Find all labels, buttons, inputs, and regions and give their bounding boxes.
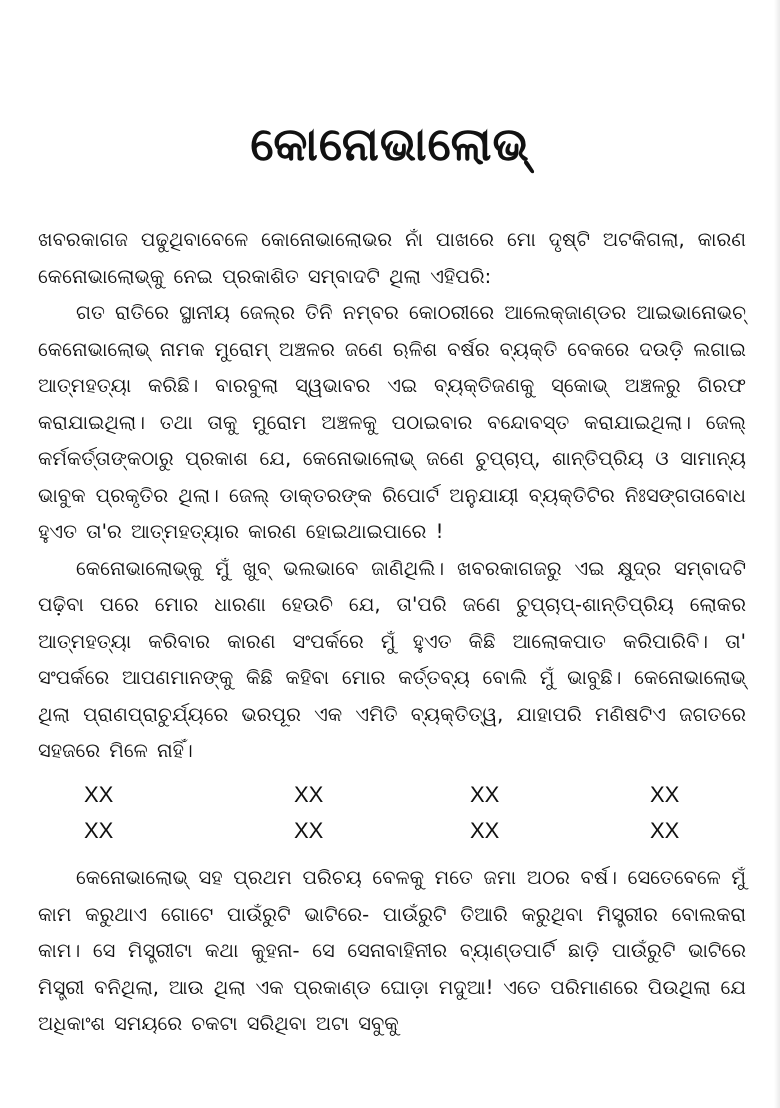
separator-mark: XX [650, 782, 680, 807]
paragraph-narrator: କେନୋଭାଲୋଭ୍‌କୁ ମୁଁ ଖୁବ୍ ଭଲଭାବେ ଜାଣିଥିଲି। ଖବରକାଗଜରୁ ଏଇ କ୍ଷୁଦ୍ର ସମ୍ବାଦଟି ପଢ଼ିବା ପରେ ମୋର ଧାରଣା ହେଉଚି ଯେ, ତା'ପରି ଜଣେ ଚୁପ୍‌ଚାପ୍-ଶାନ୍ତିପ୍ରିୟ ଲୋକର ଆତ୍ମହତ୍ୟା କରିବାର କାରଣ ସଂପର୍କରେ ମୁଁ ହୁଏତ କିଛି ଆଲୋକପାତ କରିପାରିବି। ତା' ସଂପର୍କରେ ଆପଣମାନଙ୍କୁ କିଛି କହିବା ମୋର କର୍ତ୍ତବ୍ୟ ବୋଲି ମୁଁ ଭାବୁଛି। କେନୋଭାଲୋଭ୍ ଥିଲା ପ୍ରାଣପ୍ରାଚୁର୍ଯ୍ୟରେ ଭରପୂର ଏକ ଏମିତି ବ୍ୟକ୍ତିତ୍ୱ, ଯାହାପରି ମଣିଷଟିଏ ଜଗତରେ ସହଜରେ ମିଳେ ନାହିଁ। [38, 556, 746, 762]
body-text-continued [38, 860, 746, 1043]
page-edge-shadow [774, 0, 780, 1108]
paragraph-intro: ଖବରକାଗଜ ପଢୁଥିବାବେଳେ କୋନୋଭାଲୋଭର ନାଁ ପାଖରେ ମୋ ଦୃଷ୍ଟି ଅଟକିଗଲା, କାରଣ କେନୋଭାଲୋଭ୍‌କୁ ନେଇ ପ୍ରକାଶିତ ସମ୍ବାଦଟି ଥିଲା ଏହିପରି: [38, 228, 746, 288]
page-title: କୋନୋଭାଲୋଭ୍ [250, 117, 530, 171]
separator-mark: XX [294, 782, 324, 807]
body-text [38, 222, 746, 770]
separator-row [0, 782, 780, 818]
separator-mark: XX [470, 818, 500, 843]
separator-mark: XX [84, 782, 114, 807]
section-separator [0, 782, 780, 854]
separator-mark: XX [650, 818, 680, 843]
paragraph-first-meeting: କେନୋଭାଲୋଭ୍ ସହ ପ୍ରଥମ ପରିଚୟ ବେଳକୁ ମତେ ଜମା ଅଠର ବର୍ଷ। ସେତେବେଳେ ମୁଁ କାମ କରୁଥାଏ ଗୋଟେ ପାଉଁରୁଟି ଭାଟିରେ- ପାଉଁରୁଟି ତିଆରି କରୁଥିବା ମିସ୍ତ୍ରୀର ବୋଲକରା କାମ। ସେ ମିସ୍ତ୍ରୀଟା କଥା କୁହନା- ସେ ସେନାବାହିନୀର ବ୍ୟାଣ୍ଡପାର୍ଟି ଛାଡ଼ି ପାଉଁରୁଟି ଭାଟିରେ ମିସ୍ତ୍ରୀ ବନିଥିଲା, ଆଉ ଥିଲା ଏକ ପ୍ରକାଣ୍ଡ ଘୋଡ଼ା ମଦୁଆ! ଏତେ ପରିମାଣରେ ପିଉଥିଲା ଯେ ଅଧିକାଂଶ ସମୟରେ ଚକଟା ସରିଥିବା ଅଟା ସବୁକୁ [38, 866, 746, 1035]
paragraph-news-report: ଗତ ରାତିରେ ସ୍ଥାନୀୟ ଜେଲ୍‌ର ତିନି ନମ୍ବର କୋଠରୀରେ ଆଲେକ୍‌ଜାଣ୍ଡର ଆଇଭାନୋଭଚ୍ କେନୋଭାଲୋଭ୍ ନାମକ ମୁରୋମ୍ ଅଞ୍ଚଳର ଜଣେ ଋଳିଶ ବର୍ଷର ବ୍ୟକ୍ତି ବେକରେ ଦଉଡ଼ି ଲଗାଇ ଆତ୍ମହତ୍ୟା କରିଛି। ବାରବୁଲା ସ୍ୱଭାବର ଏଇ ବ୍ୟକ୍ତିଜଣକୁ ସ୍କୋଭ୍ ଅଞ୍ଚଳରୁ ଗିରଫ କରାଯାଇଥିଲା। ତଥା ତାକୁ ମୁରୋମ ଅଞ୍ଚଳକୁ ପଠାଇବାର ବନ୍ଦୋବସ୍ତ କରାଯାଇଥିଲା। ଜେଲ୍ କର୍ମକର୍ତ୍ତାଙ୍କଠାରୁ ପ୍ରକାଶ ଯେ, କେନୋଭାଲୋଭ୍ ଜଣେ ଚୁପ୍‌ଚାପ୍, ଶାନ୍ତିପ୍ରିୟ ଓ ସାମାନ୍ୟ ଭାବୁକ ପ୍ରକୃତିର ଥିଲା। ଜେଲ୍ ଡାକ୍ତରଙ୍କ ରିପୋର୍ଟ ଅନୁଯାୟୀ ବ୍ୟକ୍ତିଟିର ନିଃସଙ୍ଗତାବୋଧ ହୁଏତ ତା'ର ଆତ୍ମହତ୍ୟାର କାରଣ ହୋଇଥାଇପାରେ ! [38, 301, 746, 543]
separator-mark: XX [470, 782, 500, 807]
separator-mark: XX [294, 818, 324, 843]
separator-mark: XX [84, 818, 114, 843]
separator-row [0, 818, 780, 854]
